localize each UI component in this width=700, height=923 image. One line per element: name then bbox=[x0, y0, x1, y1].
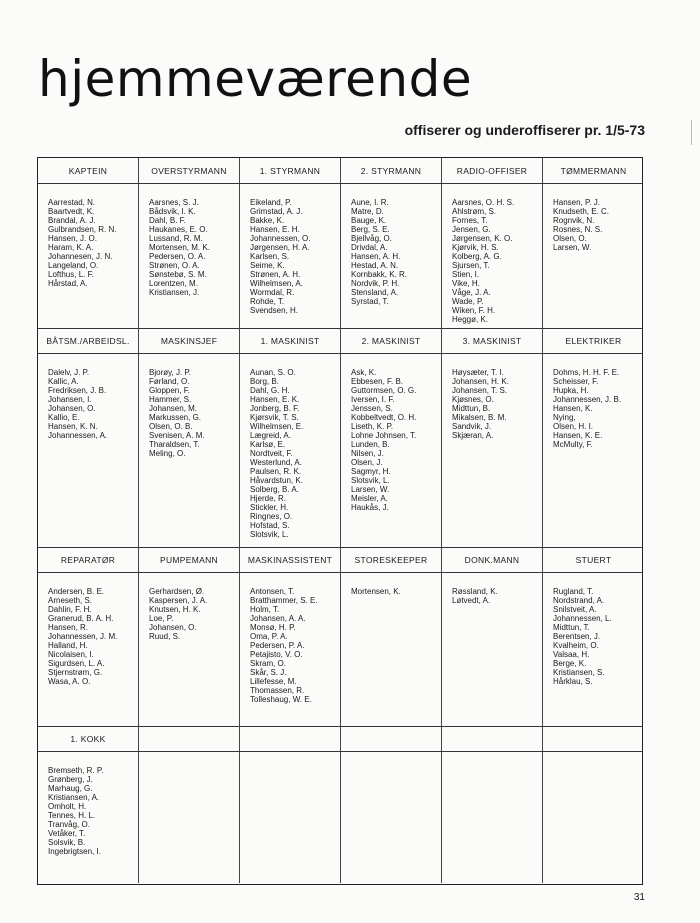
crew-name: Midttun, T. bbox=[553, 623, 590, 632]
column-header: 3. MASKINIST bbox=[442, 328, 543, 353]
page-subtitle: offiserer og underoffiserer pr. 1/5-73 bbox=[404, 122, 645, 138]
crew-name: Svenisen, A. M. bbox=[149, 431, 205, 440]
name-list-cell bbox=[38, 354, 139, 547]
crew-name: Hansen, A. H. bbox=[351, 252, 401, 261]
section-body-row bbox=[38, 184, 642, 328]
crew-name: Wilhelmsen, A. bbox=[250, 279, 303, 288]
crew-name: Bjellvåg, O. bbox=[351, 234, 392, 243]
crew-name: Loe, P. bbox=[149, 614, 174, 623]
name-list-cell bbox=[139, 184, 240, 328]
column-header: 1. KOKK bbox=[38, 726, 139, 751]
crew-name: Hansen, P. J. bbox=[553, 198, 600, 207]
name-list-cell bbox=[38, 752, 139, 883]
crew-name: Hofstad, S. bbox=[250, 521, 290, 530]
crew-name: Ingebrigtsen, I. bbox=[48, 847, 101, 856]
crew-name: Bauge, K. bbox=[351, 216, 387, 225]
crew-name: Thomassen, R. bbox=[250, 686, 305, 695]
crew-name: Holm, T. bbox=[250, 605, 280, 614]
crew-name: Nordtveit, F. bbox=[250, 449, 293, 458]
crew-name: Kaspersen, J. A. bbox=[149, 596, 208, 605]
crew-name: Nordstrand, A. bbox=[553, 596, 605, 605]
name-list-cell bbox=[543, 354, 644, 547]
crew-name: Langeland, O. bbox=[48, 261, 99, 270]
column-header bbox=[543, 726, 644, 751]
crew-name: Halland, H. bbox=[48, 641, 88, 650]
crew-name: Midttun, B. bbox=[452, 404, 491, 413]
crew-name: Aarsnes, O. H. S. bbox=[452, 198, 515, 207]
crew-name: Bådsvik, I. K. bbox=[149, 207, 196, 216]
crew-name: Lillefesse, M. bbox=[250, 677, 297, 686]
crew-name: Berentsen, J. bbox=[553, 632, 601, 641]
crew-name: Arneseth, S. bbox=[48, 596, 93, 605]
crew-name: Aarsnes, S. J. bbox=[149, 198, 199, 207]
crew-name: Johannessen, L. bbox=[553, 614, 612, 623]
crew-name: Johansen, I. bbox=[48, 395, 92, 404]
name-list-cell bbox=[341, 752, 442, 883]
name-list-cell bbox=[341, 354, 442, 547]
crew-name: Bratthammer, S. E. bbox=[250, 596, 318, 605]
crew-name: Pedersen, O. A. bbox=[149, 252, 206, 261]
crew-name: Skår, S. J. bbox=[250, 668, 287, 677]
column-header: REPARATØR bbox=[38, 547, 139, 572]
name-list-cell bbox=[341, 573, 442, 726]
crew-name: Eikeland, P. bbox=[250, 198, 292, 207]
crew-name: Sagmyr, H. bbox=[351, 467, 391, 476]
crew-name: Larsen, W. bbox=[553, 243, 592, 252]
crew-name: Aarrestad, N. bbox=[48, 198, 96, 207]
crew-name: Kjøsnes, O. bbox=[452, 395, 494, 404]
crew-name: Guttormsen, O. G. bbox=[351, 386, 417, 395]
crew-name: Westerlund, A. bbox=[250, 458, 302, 467]
crew-name: Berge, K. bbox=[553, 659, 587, 668]
name-list-cell bbox=[442, 184, 543, 328]
crew-name: Rognvik, N. bbox=[553, 216, 595, 225]
crew-name: Granerud, B. A. H. bbox=[48, 614, 114, 623]
name-list-cell bbox=[341, 184, 442, 328]
crew-name: Johansen, O. bbox=[48, 404, 96, 413]
crew-name: Monsø, H. P. bbox=[250, 623, 296, 632]
crew-name: McMulty, F. bbox=[553, 440, 593, 449]
crew-name: Kristiansen, A. bbox=[48, 793, 100, 802]
crew-name: Ringnes, O. bbox=[250, 512, 293, 521]
crew-name: Haukanes, E. O. bbox=[149, 225, 208, 234]
column-header: STORESKEEPER bbox=[341, 547, 442, 572]
column-header: OVERSTYRMANN bbox=[139, 158, 240, 183]
crew-name: Hammer, S. bbox=[149, 395, 192, 404]
crew-name: Wade, P. bbox=[452, 297, 484, 306]
crew-name: Solsvik, B. bbox=[48, 838, 86, 847]
crew-name: Petajisto, V. O. bbox=[250, 650, 303, 659]
column-header: KAPTEIN bbox=[38, 158, 139, 183]
crew-name: Ebbesen, F. B. bbox=[351, 377, 404, 386]
crew-name: Wasa, A. O. bbox=[48, 677, 91, 686]
crew-name: Tennes, H. L. bbox=[48, 811, 96, 820]
crew-name: Aune, I. R. bbox=[351, 198, 389, 207]
column-header: STUERT bbox=[575, 555, 612, 565]
crew-name: Svendsen, H. bbox=[250, 306, 299, 315]
crew-name: Kristiansen, J. bbox=[149, 288, 200, 297]
crew-name: Dahl, B. F. bbox=[149, 216, 186, 225]
crew-name: Haram, K. A. bbox=[48, 243, 94, 252]
crew-name: Gerhardsen, Ø. bbox=[149, 587, 205, 596]
crew-name: Berg, S. E. bbox=[351, 225, 390, 234]
crew-name: Knutsen, H. K. bbox=[149, 605, 201, 614]
crew-name: Hansen, K. bbox=[553, 404, 593, 413]
crew-name: Kjørvik, H. S. bbox=[452, 243, 499, 252]
column-header: 2. STYRMANN bbox=[341, 158, 442, 183]
section-body-row bbox=[38, 752, 642, 883]
section-body-row bbox=[38, 573, 642, 726]
crew-name: Nordvik, P. H. bbox=[351, 279, 400, 288]
crew-name: Nying, bbox=[553, 413, 576, 422]
crew-name: Kornbakk, K. R. bbox=[351, 270, 408, 279]
crew-name: Syrstad, T. bbox=[351, 297, 389, 306]
crew-name: Stien, I. bbox=[452, 270, 480, 279]
name-list-cell bbox=[543, 184, 644, 328]
crew-name: Mortensen, K. bbox=[351, 587, 401, 596]
crew-name: Paulsen, R. K. bbox=[250, 467, 302, 476]
name-list-cell bbox=[38, 184, 139, 328]
crew-name: Grønberg, J. bbox=[48, 775, 93, 784]
crew-name: Oma, P. A. bbox=[250, 632, 288, 641]
crew-name: Larsen, W. bbox=[351, 485, 390, 494]
crew-name: Tranvåg, O. bbox=[48, 820, 90, 829]
crew-table bbox=[37, 157, 643, 885]
crew-name: Stensland, A. bbox=[351, 288, 399, 297]
crew-name: Rosnes, N. S. bbox=[553, 225, 603, 234]
crew-name: Johannessen, J. M. bbox=[48, 632, 118, 641]
crew-name: Scheisser, F. bbox=[553, 377, 599, 386]
column-header: 1. MASKINIST bbox=[240, 328, 341, 353]
crew-name: Tolleshaug, W. E. bbox=[250, 695, 312, 704]
crew-name: Karlsø, E. bbox=[250, 440, 286, 449]
crew-name: Bjorøy, J. P. bbox=[149, 368, 191, 377]
crew-name: Olsen, O. bbox=[553, 234, 587, 243]
column-header: TØMMERMANN bbox=[560, 166, 627, 176]
crew-name: Fornes, T. bbox=[452, 216, 488, 225]
crew-name: Drivdal, A. bbox=[351, 243, 388, 252]
crew-name: Matre, D. bbox=[351, 207, 384, 216]
crew-name: Slotsvik, L. bbox=[250, 530, 289, 539]
name-list-cell bbox=[240, 573, 341, 726]
crew-name: Hansen, K. E. bbox=[553, 431, 603, 440]
crew-name: Hansen, K. N. bbox=[48, 422, 98, 431]
crew-name: Liseth, K. P. bbox=[351, 422, 394, 431]
crew-name: Omholt, H. bbox=[48, 802, 87, 811]
crew-name: Jørgensen, K. O. bbox=[452, 234, 513, 243]
name-list-cell bbox=[240, 184, 341, 328]
crew-name: Vike, H. bbox=[452, 279, 480, 288]
crew-name: Johannesen, J. N. bbox=[48, 252, 113, 261]
crew-name: Kobbeltvedt, O. H. bbox=[351, 413, 417, 422]
crew-name: Kallic, A. bbox=[48, 377, 79, 386]
crew-name: Våge, J. A. bbox=[452, 288, 491, 297]
crew-name: Mortensen, M. K. bbox=[149, 243, 210, 252]
crew-name: Johannessen, A. bbox=[48, 431, 108, 440]
column-header bbox=[139, 726, 240, 751]
crew-name: Marhaug, G. bbox=[48, 784, 93, 793]
crew-name: Nicolaisen, I. bbox=[48, 650, 94, 659]
crew-name: Stickler, H. bbox=[250, 503, 289, 512]
crew-name: Hansen, J. O. bbox=[48, 234, 97, 243]
crew-name: Ask, K. bbox=[351, 368, 377, 377]
crew-name: Strønen, A. H. bbox=[250, 270, 301, 279]
section-header-row bbox=[38, 328, 642, 354]
crew-name: Seime, K. bbox=[250, 261, 285, 270]
crew-name: Jensen, G. bbox=[452, 225, 491, 234]
crew-name: Strønen, O. A. bbox=[149, 261, 200, 270]
name-list-cell bbox=[139, 752, 240, 883]
name-list-cell bbox=[139, 573, 240, 726]
name-list-cell bbox=[442, 573, 543, 726]
crew-name: Dahlin, F. H. bbox=[48, 605, 92, 614]
page-title: hjemmeværende bbox=[38, 50, 473, 108]
crew-name: Andersen, B. E. bbox=[48, 587, 105, 596]
crew-name: Antonsen, T. bbox=[250, 587, 295, 596]
crew-name: Kvalheim, O. bbox=[553, 641, 599, 650]
column-header: MASKINASSISTENT bbox=[240, 547, 341, 572]
crew-name: Førland, O. bbox=[149, 377, 190, 386]
crew-name: Høysæter, T. I. bbox=[452, 368, 504, 377]
crew-name: Wormdal, R. bbox=[250, 288, 295, 297]
crew-name: Bakke, K. bbox=[250, 216, 285, 225]
name-list-cell bbox=[240, 752, 341, 883]
crew-name: Rugland, T. bbox=[553, 587, 594, 596]
crew-name: Sandvik, J. bbox=[452, 422, 492, 431]
crew-name: Heggø, K. bbox=[452, 315, 489, 324]
crew-name: Johansen, A. A. bbox=[250, 614, 306, 623]
crew-name: Ruud, S. bbox=[149, 632, 181, 641]
crew-name: Vetåker, T. bbox=[48, 829, 86, 838]
crew-name: Jørgensen, H. A. bbox=[250, 243, 310, 252]
crew-name: Bremseth, R. P. bbox=[48, 766, 104, 775]
name-list-cell bbox=[442, 752, 543, 883]
crew-name: Olsen, O. B. bbox=[149, 422, 193, 431]
crew-name: Johannessen, O. bbox=[250, 234, 311, 243]
crew-name: Kallio, E. bbox=[48, 413, 80, 422]
crew-name: Gloppen, F. bbox=[149, 386, 190, 395]
crew-name: Valsaa, H. bbox=[553, 650, 590, 659]
crew-name: Olsen, J. bbox=[351, 458, 383, 467]
column-header: ELEKTRIKER bbox=[565, 336, 622, 346]
crew-name: Lorentzen, M. bbox=[149, 279, 198, 288]
crew-name: Aunan, S. O. bbox=[250, 368, 296, 377]
crew-name: Knudseth, E. C. bbox=[553, 207, 610, 216]
name-list-cell bbox=[38, 573, 139, 726]
crew-name: Hupka, H. bbox=[553, 386, 589, 395]
crew-name: Karlsen, S. bbox=[250, 252, 290, 261]
crew-name: Dohms, H. H. F. E. bbox=[553, 368, 620, 377]
crew-name: Gulbrandsen, R. N. bbox=[48, 225, 117, 234]
crew-name: Skjæran, A. bbox=[452, 431, 494, 440]
crew-name: Lægreid, A. bbox=[250, 431, 291, 440]
crew-name: Solberg, B. A. bbox=[250, 485, 299, 494]
column-header bbox=[442, 726, 543, 751]
crew-name: Fredriksen, J. B. bbox=[48, 386, 107, 395]
crew-name: Mikalsen, B. M. bbox=[452, 413, 507, 422]
column-header: MASKINSJEF bbox=[139, 328, 240, 353]
crew-name: Johansen, O. bbox=[149, 623, 197, 632]
crew-name: Wilhelmsen, E. bbox=[250, 422, 304, 431]
crew-name: Kristiansen, S. bbox=[553, 668, 605, 677]
page-edge-mark bbox=[691, 120, 692, 145]
crew-name: Lofthus, L. F. bbox=[48, 270, 94, 279]
crew-name: Johansen, H. K. bbox=[452, 377, 509, 386]
name-list-cell bbox=[139, 354, 240, 547]
crew-name: Haukås, J. bbox=[351, 503, 389, 512]
crew-name: Olsen, H. I. bbox=[553, 422, 594, 431]
crew-name: Sigurdsen, L. A. bbox=[48, 659, 105, 668]
column-header bbox=[341, 726, 442, 751]
crew-name: Johansen, T. S. bbox=[452, 386, 507, 395]
crew-name: Håvardstun, K. bbox=[250, 476, 303, 485]
crew-name: Sønstebø, S. M. bbox=[149, 270, 207, 279]
column-header: DONK.MANN bbox=[442, 547, 543, 572]
crew-name: Markussen, G. bbox=[149, 413, 202, 422]
column-header: 1. STYRMANN bbox=[240, 158, 341, 183]
section-header-row bbox=[38, 726, 642, 752]
crew-name: Snilstveit, A. bbox=[553, 605, 597, 614]
crew-name: Ahlstrøm, S. bbox=[452, 207, 497, 216]
section-header-row bbox=[38, 158, 642, 184]
crew-name: Grimstad, A. J. bbox=[250, 207, 303, 216]
crew-name: Brandal, A. J. bbox=[48, 216, 96, 225]
section-header-row bbox=[38, 547, 642, 573]
crew-name: Jenssen, S. bbox=[351, 404, 393, 413]
crew-name: Kolberg, A. G. bbox=[452, 252, 502, 261]
crew-name: Slotsvik, L. bbox=[351, 476, 390, 485]
crew-name: Hestad, A. N. bbox=[351, 261, 399, 270]
name-list-cell bbox=[543, 752, 644, 883]
crew-name: Jonberg, B. F. bbox=[250, 404, 300, 413]
crew-name: Lunden, B. bbox=[351, 440, 390, 449]
crew-name: Johansen, M. bbox=[149, 404, 198, 413]
crew-name: Johannessen, J. B. bbox=[553, 395, 622, 404]
crew-name: Sjursen, T. bbox=[452, 261, 490, 270]
column-header: PUMPEMANN bbox=[139, 547, 240, 572]
crew-name: Røssland, K. bbox=[452, 587, 498, 596]
crew-name: Hårstad, A. bbox=[48, 279, 88, 288]
crew-name: Tharaldsen, T. bbox=[149, 440, 200, 449]
crew-name: Hansen, R. bbox=[48, 623, 89, 632]
crew-name: Lohne Johnsen, T. bbox=[351, 431, 417, 440]
crew-name: Pedersen, P. A. bbox=[250, 641, 305, 650]
crew-name: Hårklau, S. bbox=[553, 677, 593, 686]
crew-name: Hansen, E. H. bbox=[250, 225, 300, 234]
name-list-cell bbox=[543, 573, 644, 726]
crew-name: Wiken, F. H. bbox=[452, 306, 496, 315]
crew-name: Meisler, A. bbox=[351, 494, 388, 503]
crew-name: Baartvedt, K. bbox=[48, 207, 95, 216]
crew-name: Dahl, G. H. bbox=[250, 386, 290, 395]
crew-name: Hansen, E. K. bbox=[250, 395, 300, 404]
crew-name: Hjerde, R. bbox=[250, 494, 287, 503]
column-header bbox=[240, 726, 341, 751]
crew-name: Rohde, T. bbox=[250, 297, 285, 306]
column-header: BÅTSM./ARBEIDSL. bbox=[38, 328, 139, 353]
crew-name: Iversen, I. F. bbox=[351, 395, 395, 404]
column-header: RADIO-OFFISER bbox=[442, 158, 543, 183]
crew-name: Dalelv, J. P. bbox=[48, 368, 90, 377]
section-body-row bbox=[38, 354, 642, 547]
crew-name: Borg, B. bbox=[250, 377, 279, 386]
crew-name: Løtvedt, A. bbox=[452, 596, 491, 605]
crew-name: Stjernstrøm, G. bbox=[48, 668, 103, 677]
crew-name: Lussand, R. M. bbox=[149, 234, 203, 243]
page-number: 31 bbox=[633, 892, 645, 903]
crew-name: Kjørsvik, T. S. bbox=[250, 413, 299, 422]
crew-name: Nilsen, J. bbox=[351, 449, 384, 458]
crew-name: Meling, O. bbox=[149, 449, 186, 458]
crew-name: Skram, O. bbox=[250, 659, 287, 668]
name-list-cell bbox=[442, 354, 543, 547]
column-header: 2. MASKINIST bbox=[341, 328, 442, 353]
name-list-cell bbox=[240, 354, 341, 547]
